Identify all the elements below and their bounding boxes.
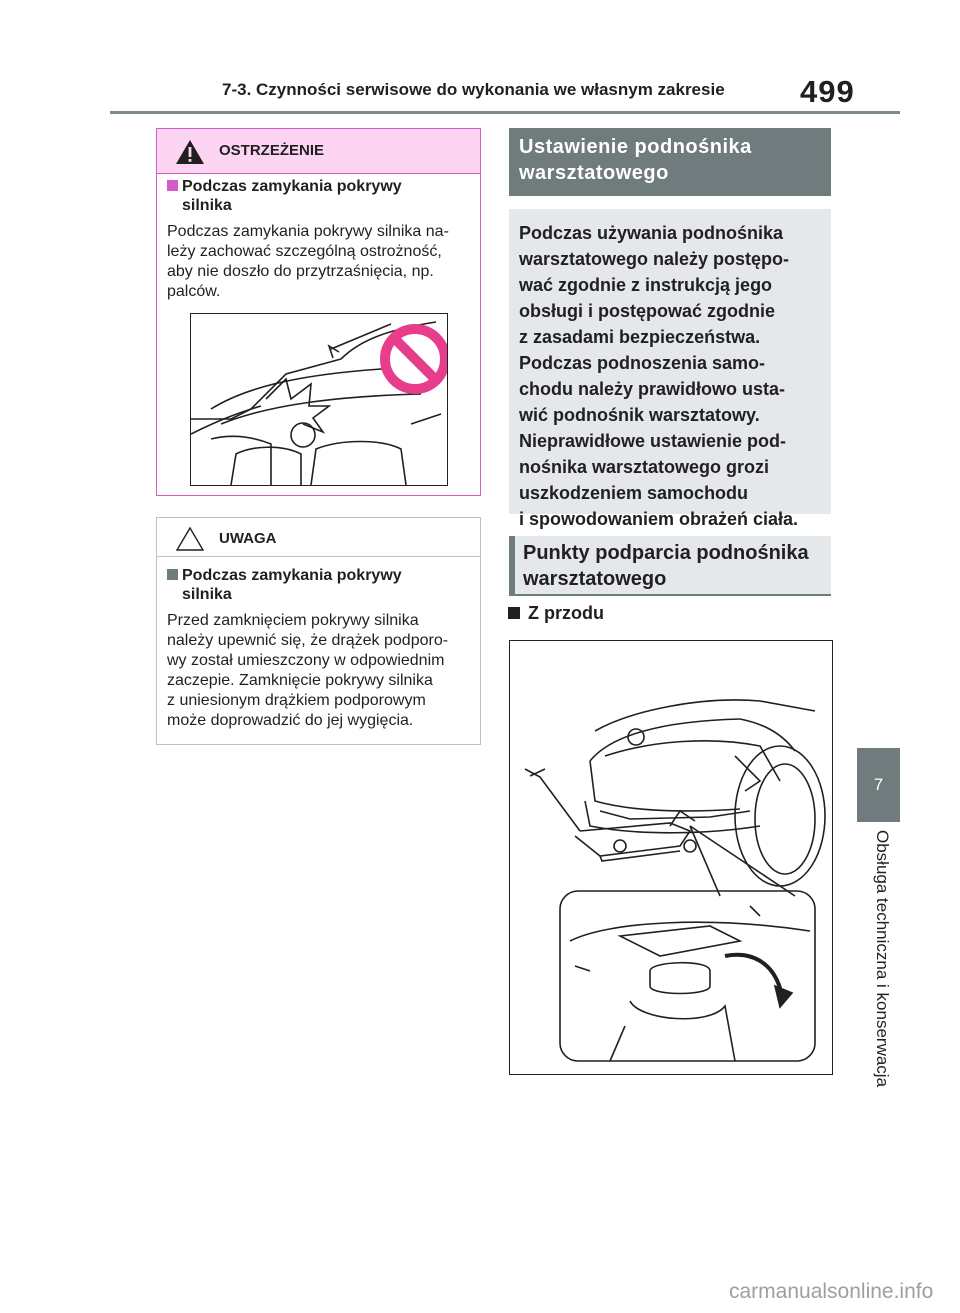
caution-text: Przed zamknięciem pokrywy silnika należy upewnić się, że drążek podporo- wy został umieszczony w odpowiednim zaczepie. Zamknięcie pokrywy silnika z uniesionym drążkiem podporowym może doprowadzić do jej wygięcia. — [167, 612, 449, 729]
header-title: 7-3. Czynności serwisowe do wykonania we własnym zakresie — [222, 80, 725, 99]
header-divider — [110, 111, 900, 114]
caution-header — [157, 518, 480, 557]
section-heading: Ustawienie podnośnika warsztatowego — [509, 128, 831, 196]
subsection-heading: Punkty podparcia podnośnika warsztatowego — [509, 536, 831, 596]
caution-triangle-icon — [175, 526, 205, 552]
chapter-number: 7 — [873, 775, 884, 794]
warning-label: OSTRZEŻENIE — [219, 142, 325, 159]
info-box: Podczas używania podnośnika warsztatowego należy postępo- wać zgodnie z instrukcją jego obsługi i postępować zgodnie z zasadami bezpieczeństwa. Podczas podnoszenia samo- chodu należy prawidłowo usta- wić podnośnik warsztatowy. Nieprawidłowe ustawienie pod- nośnika warsztatowego grozi uszkodzeniem samochodu i spowodowaniem obrażeń ciała. — [509, 209, 831, 514]
front-label: Z przodu — [508, 603, 604, 624]
jack-point-illustration — [509, 640, 833, 1075]
caution-bullet-icon — [167, 569, 178, 580]
front-bullet-icon — [508, 607, 520, 619]
caution-subheading: Podczas zamykania pokrywy silnika — [167, 566, 402, 604]
warning-bullet-icon — [167, 180, 178, 191]
warning-triangle-icon — [174, 138, 206, 166]
chapter-tab[interactable] — [857, 748, 900, 822]
warning-header — [157, 129, 480, 174]
warning-text: Podczas zamykania pokrywy silnika na- leży zachować szczególną ostrożność, aby nie doszło do przytrzaśnięcia, np. palców. — [167, 223, 449, 300]
warning-subheading: Podczas zamykania pokrywy silnika — [167, 177, 402, 215]
hood-closing-illustration — [190, 313, 448, 486]
page-number: 499 — [800, 74, 855, 109]
watermark: carmanualsonline.info — [729, 1280, 934, 1303]
chapter-label: Obsługa techniczna i konserwacja — [873, 830, 892, 1088]
caution-label: UWAGA — [219, 530, 277, 547]
